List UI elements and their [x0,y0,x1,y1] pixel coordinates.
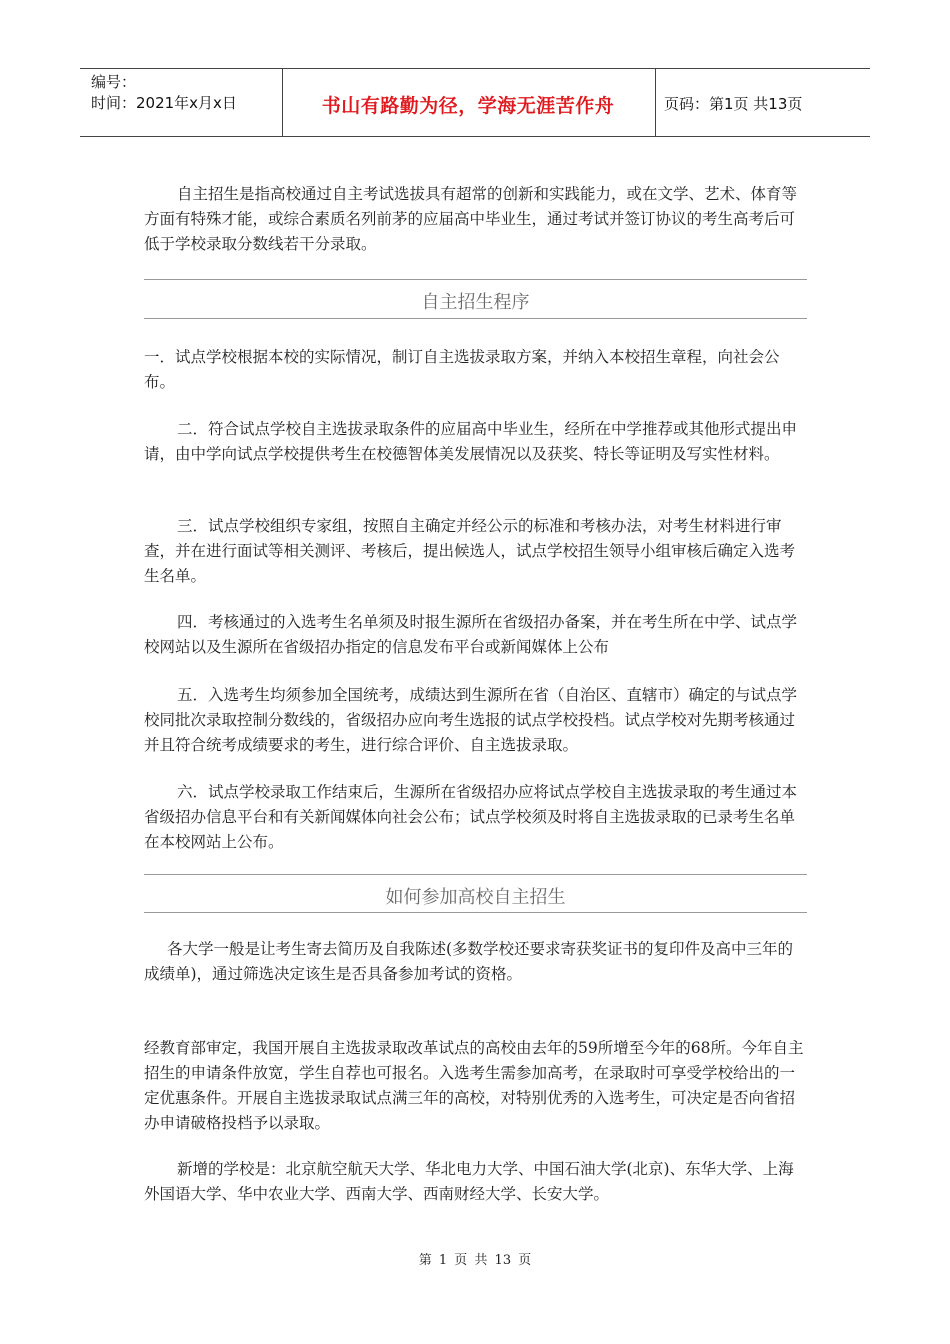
document-date: 时间：2021年x月x日 [91,94,237,112]
header-bottom-border [80,136,870,137]
section1-top-rule [144,279,807,280]
section2-top-rule [144,874,807,875]
procedure-step-1: 一．试点学校根据本校的实际情况，制订自主选拔录取方案，并纳入本校招生章程，向社会公布。 [144,348,780,391]
header-divider-right [655,69,656,136]
section1-title: 自主招生程序 [421,292,530,313]
section2-bottom-rule [144,912,807,913]
section2-title: 如何参加高校自主招生 [385,887,566,908]
header-page-info: 页码：第1页 共13页 [664,95,803,113]
procedure-step-4: 四．考核通过的入选考生名单须及时报生源所在省级招办备案，并在考生所在中学、试点学校网站以及生源所在省级招办指定的信息发布平台或新闻媒体上公布 [144,613,798,656]
section1-bottom-rule [144,318,807,319]
procedure-step-6: 六．试点学校录取工作结束后，生源所在省级招办应将试点学校自主选拔录取的考生通过本省级招办信息平台和有关新闻媒体向社会公布；试点学校须及时将自主选拔录取的已录考生名单在本校网站上公布。 [144,783,798,851]
page-footer: 第 1 页 共 13 页 [418,1253,532,1268]
header-top-border [80,68,870,69]
header-motto: 书山有路勤为径，学海无涯苦作舟 [321,95,615,117]
procedure-step-3: 三．试点学校组织专家组，按照自主确定并经公示的标准和考核办法，对考生材料进行审查，并在进行面试等相关测评、考核后，提出候选人，试点学校招生领导小组审核后确定入选考生名单。 [144,517,796,585]
application-paragraph: 各大学一般是让考生寄去简历及自我陈述(多数学校还要求寄获奖证书的复印件及高中三年的成绩单)，通过筛选决定该生是否具备参加考试的资格。 [144,940,794,983]
procedure-step-5: 五．入选考生均须参加全国统考，成绩达到生源所在省（自治区、直辖市）确定的与试点学校同批次录取控制分数线的，省级招办应向考生选报的试点学校投档。试点学校对先期考核通过并且符合统考成绩要求的考生，进行综合评价、自主选拔录取。 [144,686,798,754]
procedure-step-2: 二．符合试点学校自主选拔录取条件的应届高中毕业生，经所在中学推荐或其他形式提出申请，由中学向试点学校提供考生在校德智体美发展情况以及获奖、特长等证明及写实性材料。 [144,420,798,463]
intro-paragraph: 自主招生是指高校通过自主考试选拔具有超常的创新和实践能力，或在文学、艺术、体育等方面有特殊才能，或综合素质名列前茅的应届高中毕业生，通过考试并签订协议的考生高考后可低于学校录取分数线若干分录取。 [144,185,798,253]
policy-paragraph: 经教育部审定，我国开展自主选拔录取改革试点的高校由去年的59所增至今年的68所。今年自主招生的申请条件放宽，学生自荐也可报名。入选考生需参加高考，在录取时可享受学校给出的一定优惠条件。开展自主选拔录取试点满三年的高校，对特别优秀的入选考生，可决定是否向省招办申请破格投档予以录取。 [144,1039,804,1132]
new-schools-paragraph: 新增的学校是：北京航空航天大学、华北电力大学、中国石油大学(北京)、东华大学、上海外国语大学、华中农业大学、西南大学、西南财经大学、长安大学。 [144,1160,794,1203]
document-number-label: 编号： [91,73,137,91]
header-meta [91,72,237,114]
